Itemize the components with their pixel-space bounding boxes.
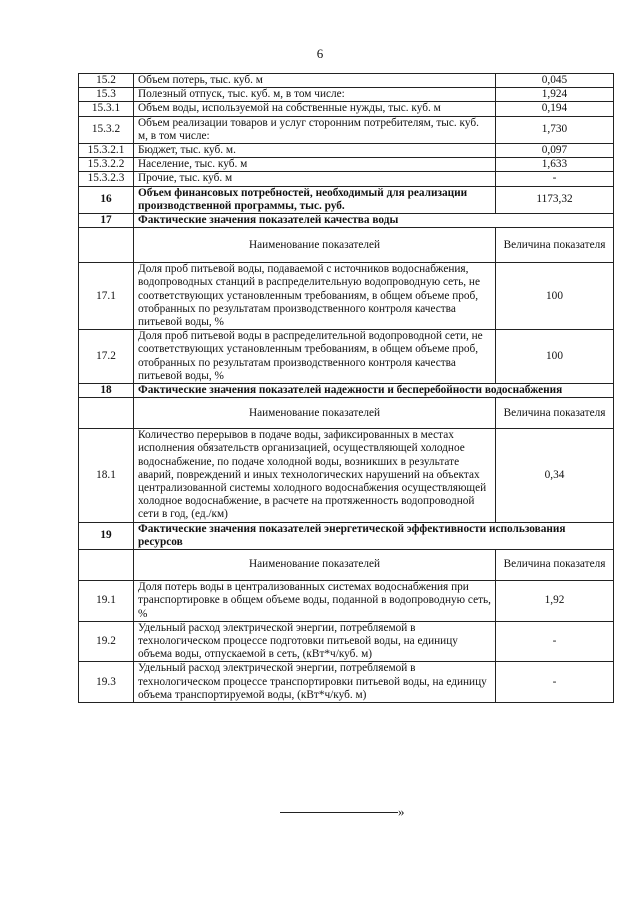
section-title: Фактические значения показателей надежности и бесперебойности водоснабжения — [134, 384, 614, 398]
section-header-row — [79, 228, 614, 263]
row-number: 15.2 — [79, 74, 134, 88]
row-name: Доля проб питьевой воды, подаваемой с источников водоснабжения, водопроводных станций в распределительную водопроводную сеть, не соответствующих установленным требованиям, в общем объеме проб, отобранных по результатам производственного контроля качества питьевой воды, % — [134, 263, 496, 330]
row-number: 15.3.1 — [79, 102, 134, 116]
table-row — [79, 429, 614, 522]
page-number: 6 — [316, 46, 324, 61]
section-number: 17 — [79, 214, 134, 228]
row-name: Объем реализации товаров и услуг сторонним потребителям, тыс. куб. м, в том числе: — [134, 116, 496, 143]
table-row — [79, 102, 614, 116]
table-row — [79, 116, 614, 143]
row-value: 100 — [496, 263, 614, 330]
row-value: 0,34 — [496, 429, 614, 522]
table-row — [79, 172, 614, 186]
row-number: 17.2 — [79, 330, 134, 384]
row-name: Объем потерь, тыс. куб. м — [134, 74, 496, 88]
row-value: 0,097 — [496, 144, 614, 158]
column-header-name: Наименование показателей — [134, 550, 496, 581]
row-number: 15.3.2.3 — [79, 172, 134, 186]
row-value: 1,730 — [496, 116, 614, 143]
row-name: Объем воды, используемой на собственные нужды, тыс. куб. м — [134, 102, 496, 116]
row-number: 15.3.2.1 — [79, 144, 134, 158]
table-row — [79, 662, 614, 703]
row-value: 0,045 — [496, 74, 614, 88]
row-number: 19.2 — [79, 621, 134, 662]
row-number: 17.1 — [79, 263, 134, 330]
row-name: Население, тыс. куб. м — [134, 158, 496, 172]
row-number: 16 — [79, 186, 134, 213]
closing-quote: » — [398, 804, 405, 819]
section-number: 18 — [79, 384, 134, 398]
indicators-table — [78, 73, 614, 703]
table-row — [79, 621, 614, 662]
row-value: 1,92 — [496, 581, 614, 622]
row-value: 0,194 — [496, 102, 614, 116]
row-value: - — [496, 621, 614, 662]
empty-cell — [79, 228, 134, 263]
row-name: Удельный расход электрической энергии, потребляемой в технологическом процессе транспортировки питьевой воды, на единицу объема транспортируемой воды, (кВт*ч/куб. м) — [134, 662, 496, 703]
row-number: 15.3.2 — [79, 116, 134, 143]
row-number: 15.3.2.2 — [79, 158, 134, 172]
column-header-value: Величина показателя — [496, 550, 614, 581]
section-heading-row — [79, 522, 614, 549]
empty-cell — [79, 398, 134, 429]
row-number: 15.3 — [79, 88, 134, 102]
row-number: 19.1 — [79, 581, 134, 622]
signature-line — [280, 812, 398, 813]
row-name: Доля потерь воды в централизованных системах водоснабжения при транспортировке в общем объеме воды, поданной в водопроводную сеть, % — [134, 581, 496, 622]
empty-cell — [79, 550, 134, 581]
row-value: 1,633 — [496, 158, 614, 172]
section-header-row — [79, 398, 614, 429]
table-row — [79, 263, 614, 330]
row-number: 18.1 — [79, 429, 134, 522]
table-row — [79, 74, 614, 88]
table-row — [79, 330, 614, 384]
row-name: Объем финансовых потребностей, необходимый для реализации производственной программы, тыс. руб. — [134, 186, 496, 213]
row-name: Количество перерывов в подаче воды, зафиксированных в местах исполнения обязательств организацией, осуществляющей холодное водоснабжение, по подаче холодной воды, возникших в результате аварий, повреждений и иных технологических нарушений на объектах централизованной системы холодного водоснабжения осуществляющей холодное водоснабжение, в расчете на протяженность водопроводной сети в год, (ед./км) — [134, 429, 496, 522]
table-row — [79, 158, 614, 172]
column-header-value: Величина показателя — [496, 228, 614, 263]
row-name: Удельный расход электрической энергии, потребляемой в технологическом процессе подготовки питьевой воды, на единицу объема воды, отпускаемой в сеть, (кВт*ч/куб. м) — [134, 621, 496, 662]
section-title: Фактические значения показателей качества воды — [134, 214, 614, 228]
row-value: 1173,32 — [496, 186, 614, 213]
row-name: Полезный отпуск, тыс. куб. м, в том числе: — [134, 88, 496, 102]
table-row — [79, 144, 614, 158]
section-title: Фактические значения показателей энергетической эффективности использования ресурсов — [134, 522, 614, 549]
row-value: - — [496, 172, 614, 186]
row-value: 1,924 — [496, 88, 614, 102]
table-row — [79, 581, 614, 622]
section-header-row — [79, 550, 614, 581]
row-value: - — [496, 662, 614, 703]
section-heading-row — [79, 214, 614, 228]
row-value: 100 — [496, 330, 614, 384]
column-header-name: Наименование показателей — [134, 228, 496, 263]
row-name: Доля проб питьевой воды в распределительной водопроводной сети, не соответствующих установленным требованиям, в общем объеме проб, отобранных по результатам производственного контроля качества питьевой воды, % — [134, 330, 496, 384]
row-number: 19.3 — [79, 662, 134, 703]
section-heading-row — [79, 384, 614, 398]
column-header-value: Величина показателя — [496, 398, 614, 429]
column-header-name: Наименование показателей — [134, 398, 496, 429]
row-name: Прочие, тыс. куб. м — [134, 172, 496, 186]
table-row-financial-needs — [79, 186, 614, 213]
section-number: 19 — [79, 522, 134, 549]
row-name: Бюджет, тыс. куб. м. — [134, 144, 496, 158]
table-row — [79, 88, 614, 102]
